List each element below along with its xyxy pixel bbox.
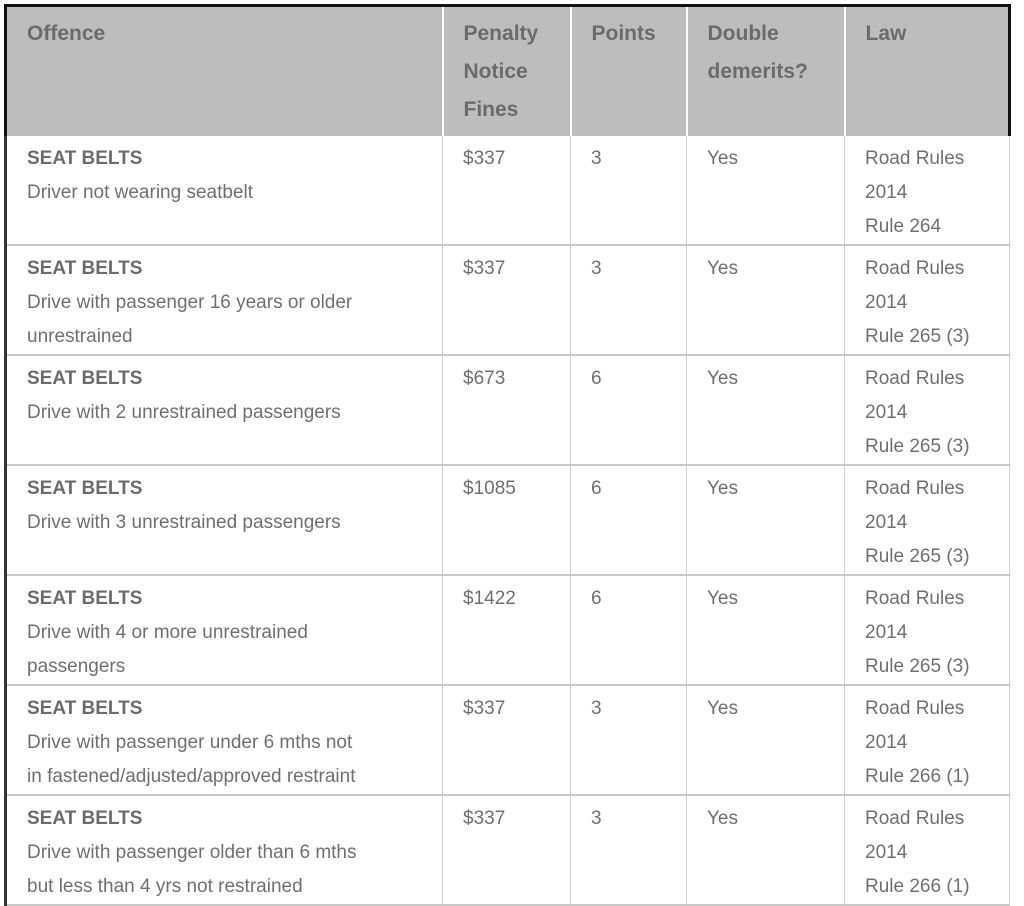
law-line: 2014 bbox=[865, 731, 908, 753]
points-cell: 3 bbox=[571, 245, 687, 355]
points-cell: 6 bbox=[571, 575, 687, 685]
law-line: Rule 265 (3) bbox=[865, 325, 970, 347]
offence-description: unrestrained bbox=[27, 325, 133, 347]
offence-cell bbox=[6, 355, 443, 465]
penalty-table bbox=[4, 4, 1011, 906]
table-row bbox=[6, 575, 1010, 685]
header-double-line: demerits? bbox=[707, 60, 808, 83]
law-line: 2014 bbox=[865, 621, 908, 643]
offence-description: Drive with 3 unrestrained passengers bbox=[27, 511, 341, 533]
double-demerits-cell: Yes bbox=[687, 685, 845, 795]
law-cell bbox=[845, 795, 1010, 905]
table-row bbox=[6, 355, 1010, 465]
law-cell bbox=[845, 245, 1010, 355]
fine-cell: $337 bbox=[443, 795, 571, 905]
table-row bbox=[6, 136, 1010, 245]
law-line: Road Rules bbox=[865, 807, 965, 829]
law-line: 2014 bbox=[865, 181, 908, 203]
header-double-demerits bbox=[687, 6, 845, 136]
offence-description: Drive with 2 unrestrained passengers bbox=[27, 401, 341, 423]
law-line: Rule 265 (3) bbox=[865, 655, 970, 677]
law-cell bbox=[845, 465, 1010, 575]
fine-cell: $673 bbox=[443, 355, 571, 465]
law-line: Road Rules bbox=[865, 697, 965, 719]
table-row bbox=[6, 795, 1010, 905]
law-line: Road Rules bbox=[865, 367, 965, 389]
table-row bbox=[6, 465, 1010, 575]
offence-description: Drive with passenger older than 6 mths bbox=[27, 841, 357, 863]
law-cell bbox=[845, 685, 1010, 795]
table-body bbox=[6, 136, 1010, 905]
offence-category: SEAT BELTS bbox=[27, 257, 143, 279]
offence-category: SEAT BELTS bbox=[27, 477, 143, 499]
law-line: Road Rules bbox=[865, 147, 965, 169]
law-line: 2014 bbox=[865, 291, 908, 313]
law-line: Rule 265 (3) bbox=[865, 435, 970, 457]
offence-category: SEAT BELTS bbox=[27, 367, 143, 389]
fine-cell: $337 bbox=[443, 136, 571, 245]
offence-description: but less than 4 yrs not restrained bbox=[27, 875, 303, 897]
header-row bbox=[6, 6, 1010, 136]
points-cell: 3 bbox=[571, 136, 687, 245]
law-cell bbox=[845, 136, 1010, 245]
offence-cell bbox=[6, 575, 443, 685]
double-demerits-cell: Yes bbox=[687, 795, 845, 905]
header-fine-line: Fines bbox=[463, 98, 519, 121]
points-cell: 6 bbox=[571, 355, 687, 465]
header-fine-line: Notice bbox=[463, 60, 528, 83]
law-line: Road Rules bbox=[865, 587, 965, 609]
law-line: 2014 bbox=[865, 401, 908, 423]
offence-cell bbox=[6, 465, 443, 575]
offence-description: Drive with passenger under 6 mths not bbox=[27, 731, 353, 753]
double-demerits-cell: Yes bbox=[687, 245, 845, 355]
double-demerits-cell: Yes bbox=[687, 575, 845, 685]
offence-description: in fastened/adjusted/approved restraint bbox=[27, 765, 356, 787]
header-offence: Offence bbox=[6, 6, 443, 136]
law-line: Rule 266 (1) bbox=[865, 875, 970, 897]
law-cell bbox=[845, 355, 1010, 465]
law-line: Rule 265 (3) bbox=[865, 545, 970, 567]
fine-cell: $337 bbox=[443, 245, 571, 355]
law-line: Road Rules bbox=[865, 257, 965, 279]
header-fine bbox=[443, 6, 571, 136]
table-header bbox=[6, 6, 1010, 136]
law-line: Rule 266 (1) bbox=[865, 765, 970, 787]
law-line: 2014 bbox=[865, 841, 908, 863]
offence-cell bbox=[6, 245, 443, 355]
offence-category: SEAT BELTS bbox=[27, 587, 143, 609]
table-row bbox=[6, 245, 1010, 355]
fine-cell: $1422 bbox=[443, 575, 571, 685]
offence-description: Drive with 4 or more unrestrained bbox=[27, 621, 308, 643]
law-line: Road Rules bbox=[865, 477, 965, 499]
header-fine-line: Penalty bbox=[463, 22, 539, 45]
law-cell bbox=[845, 575, 1010, 685]
double-demerits-cell: Yes bbox=[687, 465, 845, 575]
law-line: 2014 bbox=[865, 511, 908, 533]
points-cell: 3 bbox=[571, 685, 687, 795]
offence-cell bbox=[6, 685, 443, 795]
offence-cell bbox=[6, 136, 443, 245]
fine-cell: $337 bbox=[443, 685, 571, 795]
points-cell: 6 bbox=[571, 465, 687, 575]
header-law: Law bbox=[845, 6, 1010, 136]
penalty-table-container bbox=[4, 4, 1016, 906]
offence-category: SEAT BELTS bbox=[27, 807, 143, 829]
double-demerits-cell: Yes bbox=[687, 355, 845, 465]
header-points: Points bbox=[571, 6, 687, 136]
double-demerits-cell: Yes bbox=[687, 136, 845, 245]
points-cell: 3 bbox=[571, 795, 687, 905]
offence-description: passengers bbox=[27, 655, 126, 677]
offence-cell bbox=[6, 795, 443, 905]
offence-category: SEAT BELTS bbox=[27, 697, 143, 719]
offence-description: Drive with passenger 16 years or older bbox=[27, 291, 353, 313]
header-double-line: Double bbox=[707, 22, 779, 45]
offence-description: Driver not wearing seatbelt bbox=[27, 181, 253, 203]
offence-category: SEAT BELTS bbox=[27, 147, 143, 169]
fine-cell: $1085 bbox=[443, 465, 571, 575]
law-line: Rule 264 bbox=[865, 215, 942, 237]
table-row bbox=[6, 685, 1010, 795]
